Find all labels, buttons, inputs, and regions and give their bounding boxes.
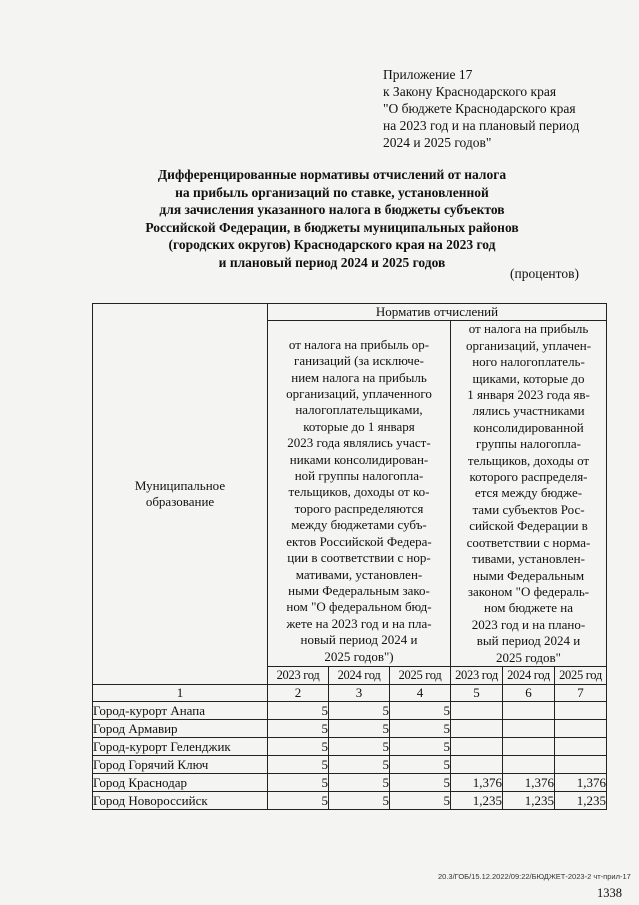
value-cell bbox=[503, 738, 555, 756]
title-line: и плановый период 2024 и 2025 годов bbox=[218, 254, 446, 270]
value-cell: 5 bbox=[390, 738, 451, 756]
table-row bbox=[93, 756, 607, 774]
appendix-line: "О бюджете Краснодарского края bbox=[383, 101, 576, 116]
desc-line: ными Федеральным зако- bbox=[288, 582, 430, 598]
table-row bbox=[93, 702, 607, 720]
desc-line: ной группы налогопла- bbox=[294, 468, 424, 484]
column-group-2-description bbox=[451, 321, 607, 667]
value-cell: 5 bbox=[268, 774, 329, 792]
table-row bbox=[93, 774, 607, 792]
desc-line: ектов Российской Федера- bbox=[286, 533, 432, 549]
title-line: (городских округов) Краснодарского края на 2023 год bbox=[168, 237, 496, 252]
municipality-name: Город Армавир bbox=[93, 720, 268, 738]
municipality-name: Город-курорт Геленджик bbox=[93, 738, 268, 756]
desc-line: организаций, уплаченного bbox=[286, 386, 432, 402]
municipality-name: Город Горячий Ключ bbox=[93, 756, 268, 774]
value-cell bbox=[555, 702, 607, 720]
year-header: 2025 год bbox=[390, 666, 451, 684]
desc-line: 2023 год и на плано- bbox=[471, 616, 586, 632]
desc-line: тельщиков, доходы от ко- bbox=[288, 484, 430, 500]
desc-line: между бюджетами субъ- bbox=[291, 517, 427, 533]
municipality-name: Город Краснодар bbox=[93, 774, 268, 792]
desc-line: организаций, уплачен- bbox=[465, 337, 592, 353]
value-cell bbox=[451, 756, 503, 774]
value-cell: 5 bbox=[329, 774, 390, 792]
municipality-header-line: образование bbox=[145, 493, 215, 509]
value-cell: 1,235 bbox=[555, 792, 607, 810]
desc-line: от налога на прибыль bbox=[468, 321, 589, 337]
appendix-reference bbox=[383, 66, 628, 151]
column-number: 2 bbox=[268, 684, 329, 701]
desc-line: никами консолидирован- bbox=[289, 451, 429, 467]
municipality-header-line: Муниципальное bbox=[134, 477, 226, 493]
desc-line: тивами, установлен- bbox=[472, 551, 585, 567]
column-number: 5 bbox=[451, 684, 503, 701]
year-header: 2023 год bbox=[451, 666, 503, 684]
value-cell: 5 bbox=[268, 738, 329, 756]
desc-line: сийской Федерации в bbox=[469, 518, 588, 534]
value-cell: 5 bbox=[329, 792, 390, 810]
title-line: для зачисления указанного налога в бюджеты субъектов bbox=[159, 202, 505, 217]
column-number: 4 bbox=[390, 684, 451, 701]
column-number: 6 bbox=[503, 684, 555, 701]
value-cell: 1,376 bbox=[555, 774, 607, 792]
desc-line: новый период 2024 и bbox=[300, 632, 418, 648]
desc-line: 2025 годов") bbox=[324, 648, 394, 664]
value-cell: 5 bbox=[390, 774, 451, 792]
desc-line: вый период 2024 и bbox=[476, 633, 581, 649]
value-cell bbox=[555, 738, 607, 756]
desc-line: щиками, которые до bbox=[472, 370, 585, 386]
column-number: 7 bbox=[555, 684, 607, 701]
year-header: 2023 год bbox=[268, 666, 329, 684]
table-row bbox=[93, 792, 607, 810]
desc-line: ции в соответствии с нор- bbox=[287, 550, 431, 566]
desc-line: от налога на прибыль ор- bbox=[288, 336, 430, 352]
value-cell: 5 bbox=[329, 702, 390, 720]
value-cell bbox=[451, 738, 503, 756]
desc-line: торого распределяются bbox=[294, 500, 424, 516]
desc-line: которые до 1 января bbox=[303, 418, 415, 434]
value-cell bbox=[451, 702, 503, 720]
value-cell: 1,235 bbox=[451, 792, 503, 810]
desc-line: жете на 2023 год и на пла- bbox=[286, 615, 432, 631]
value-cell: 5 bbox=[268, 702, 329, 720]
page-number: 1338 bbox=[597, 886, 622, 900]
desc-line: тельщиков, доходы от bbox=[467, 452, 590, 468]
document-title bbox=[118, 166, 546, 271]
document-stamp: 20.3/ГОБ/15.12.2022/09:22/БЮДЖЕТ-2023-2 чт-прил-17 bbox=[438, 872, 631, 881]
desc-line: лялись участниками bbox=[472, 403, 585, 419]
municipality-name: Город-курорт Анапа bbox=[93, 702, 268, 720]
value-cell bbox=[555, 720, 607, 738]
desc-line: ется между бюдже- bbox=[474, 485, 583, 501]
value-cell: 5 bbox=[329, 738, 390, 756]
desc-line: ными Федеральным bbox=[472, 567, 585, 583]
year-header: 2025 год bbox=[555, 666, 607, 684]
title-line: Российской Федерации, в бюджеты муниципальных районов bbox=[145, 219, 519, 235]
value-cell: 5 bbox=[390, 720, 451, 738]
value-cell bbox=[503, 756, 555, 774]
column-group-1-description bbox=[268, 321, 451, 667]
desc-line: ном "О федеральном бюд- bbox=[286, 599, 432, 615]
value-cell: 5 bbox=[390, 702, 451, 720]
value-cell: 5 bbox=[268, 720, 329, 738]
column-number: 1 bbox=[93, 684, 268, 701]
normatives-table bbox=[92, 303, 607, 810]
normative-header: Норматив отчислений bbox=[268, 304, 607, 321]
value-cell bbox=[503, 720, 555, 738]
desc-line: соответствии с норма- bbox=[466, 534, 591, 550]
desc-line: тами субъектов Рос- bbox=[472, 501, 585, 517]
value-cell bbox=[555, 756, 607, 774]
value-cell: 5 bbox=[390, 756, 451, 774]
desc-line: налогоплательщиками, bbox=[295, 402, 423, 418]
title-line: на прибыль организаций по ставке, установленной bbox=[175, 184, 489, 200]
table-row bbox=[93, 720, 607, 738]
value-cell: 5 bbox=[329, 720, 390, 738]
municipality-header bbox=[93, 304, 268, 685]
value-cell bbox=[451, 720, 503, 738]
column-number: 3 bbox=[329, 684, 390, 701]
desc-line: консолидированной bbox=[473, 419, 584, 435]
year-header: 2024 год bbox=[329, 666, 390, 684]
desc-line: нием налога на прибыль bbox=[291, 369, 427, 385]
desc-line: мативами, установлен- bbox=[295, 566, 423, 582]
appendix-line: 2024 и 2025 годов" bbox=[383, 135, 492, 150]
desc-line: 2025 годов" bbox=[496, 649, 561, 665]
value-cell: 5 bbox=[268, 792, 329, 810]
table-row bbox=[93, 738, 607, 756]
desc-line: ного налогоплатель- bbox=[472, 354, 585, 370]
value-cell bbox=[503, 702, 555, 720]
municipality-name: Город Новороссийск bbox=[93, 792, 268, 810]
title-line: Дифференцированные нормативы отчислений от налога bbox=[157, 167, 507, 182]
units-label: (процентов) bbox=[510, 266, 580, 281]
desc-line: ганизаций (за исключе- bbox=[294, 353, 424, 369]
desc-line: группы налогопла- bbox=[476, 436, 581, 452]
value-cell: 5 bbox=[268, 756, 329, 774]
desc-line: которого распределя- bbox=[469, 469, 588, 485]
appendix-line: Приложение 17 bbox=[383, 67, 473, 82]
desc-line: 1 января 2023 года яв- bbox=[467, 387, 590, 403]
value-cell: 5 bbox=[390, 792, 451, 810]
appendix-line: к Закону Краснодарского края bbox=[383, 84, 557, 99]
value-cell: 1,376 bbox=[451, 774, 503, 792]
appendix-line: на 2023 год и на плановый период bbox=[383, 118, 580, 133]
desc-line: ном бюджете на bbox=[484, 600, 573, 616]
year-header: 2024 год bbox=[503, 666, 555, 684]
value-cell: 1,235 bbox=[503, 792, 555, 810]
desc-line: 2023 года являлись участ- bbox=[287, 435, 431, 451]
value-cell: 1,376 bbox=[503, 774, 555, 792]
value-cell: 5 bbox=[329, 756, 390, 774]
desc-line: законом "О федераль- bbox=[467, 583, 590, 599]
